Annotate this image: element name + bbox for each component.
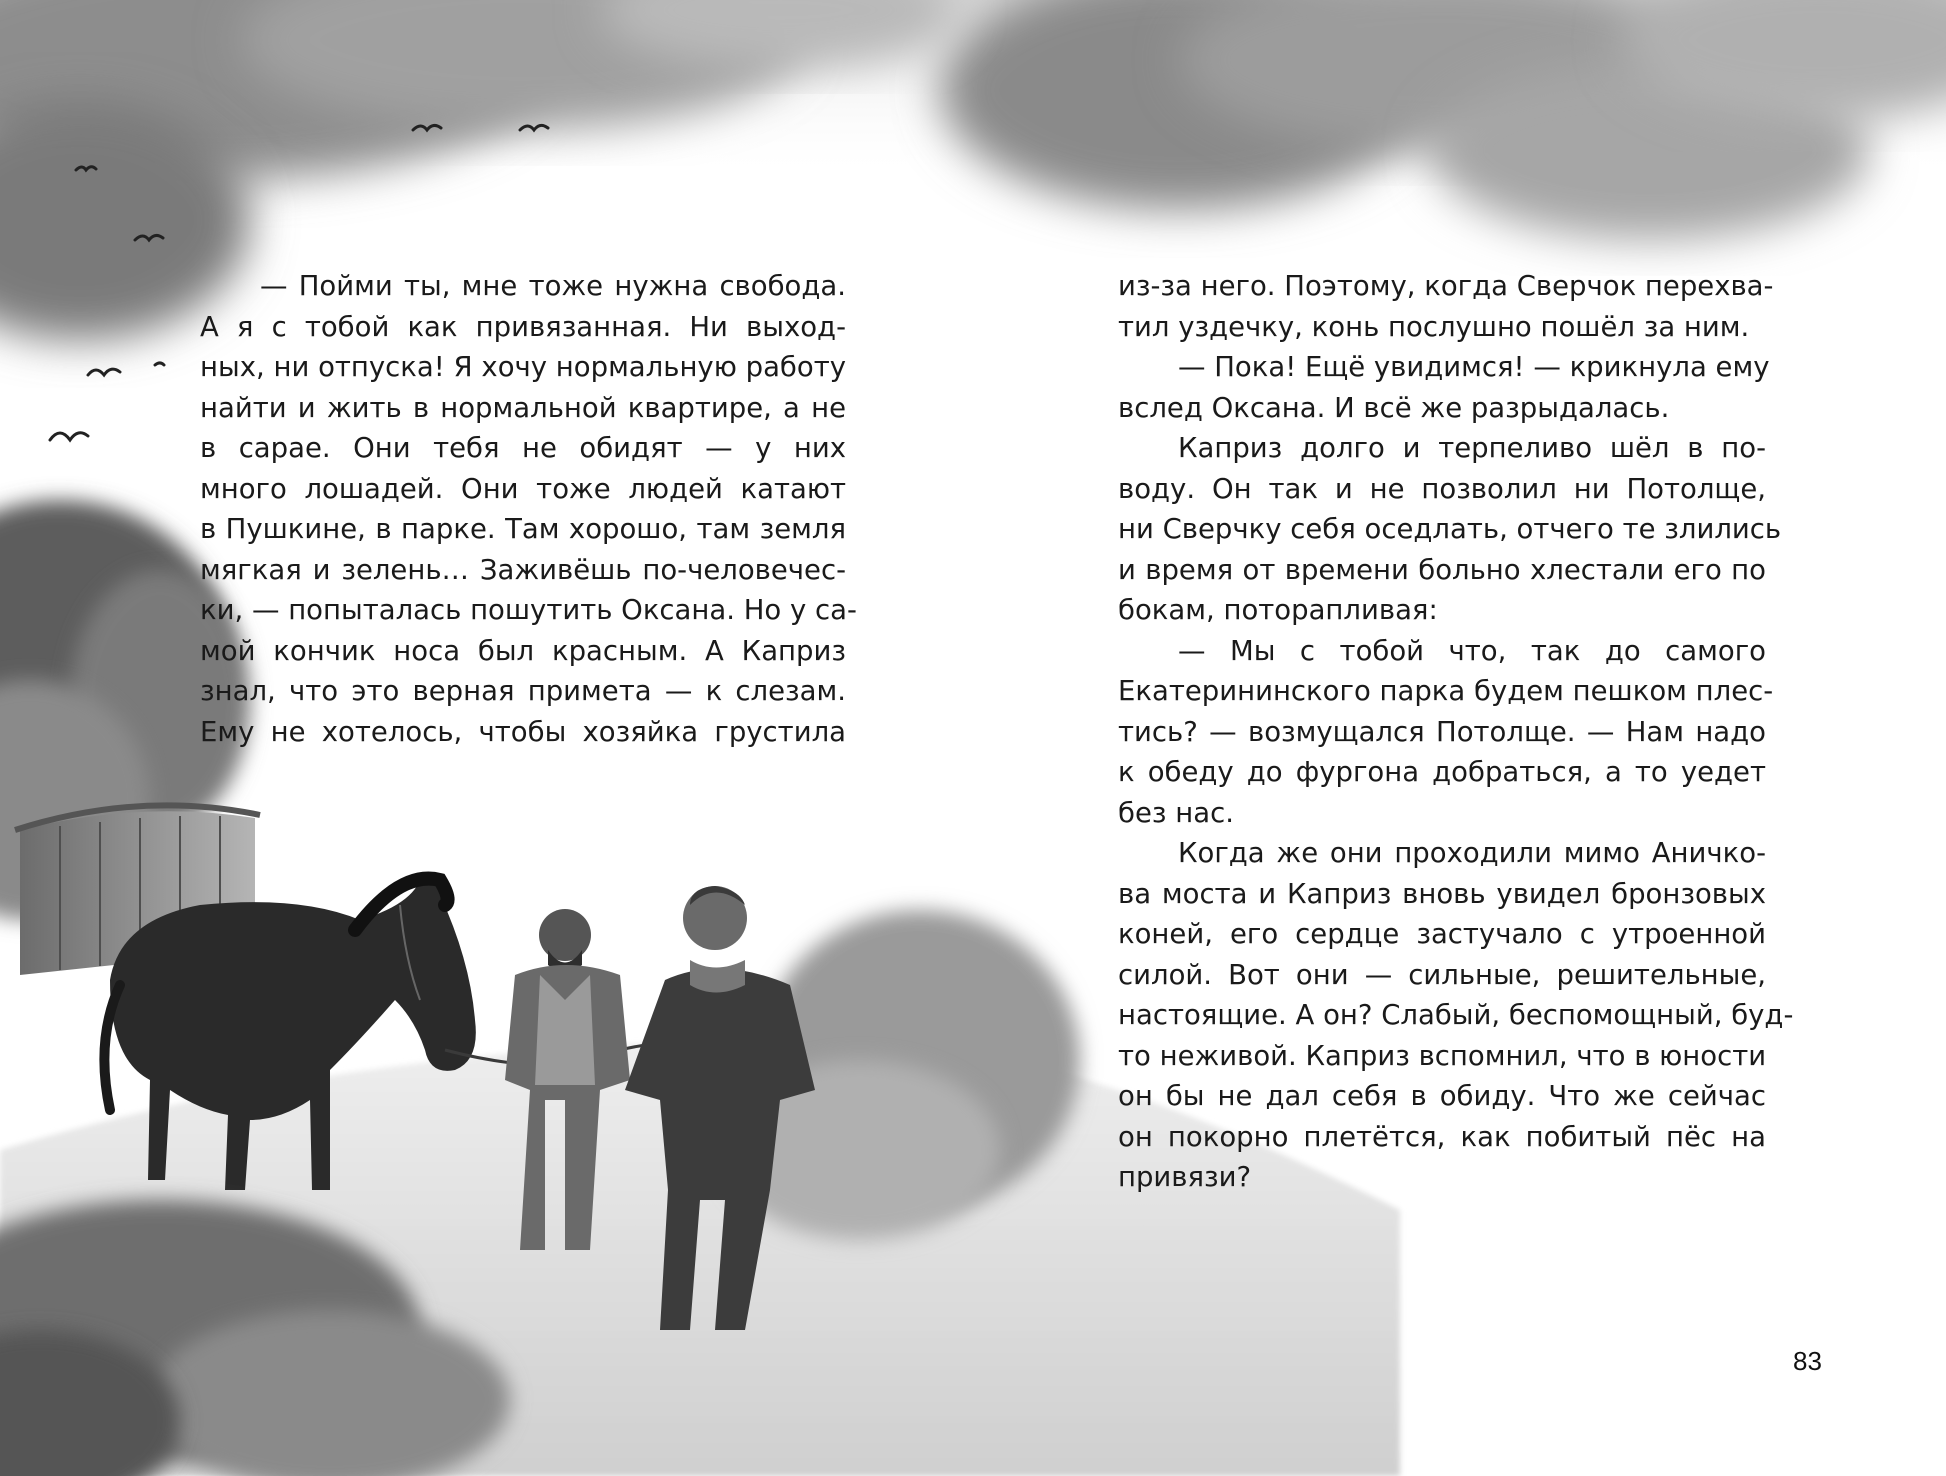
- text-line: найти и жить в нормальной квартире, а не: [200, 391, 846, 424]
- text-line: силой. Вот они — сильные, решительные,: [1118, 958, 1766, 991]
- right-page-text: [1118, 266, 1794, 1198]
- bird: [50, 433, 88, 440]
- text-line: бокам, поторапливая:: [1118, 594, 1438, 626]
- page-number: 83: [1793, 1346, 1822, 1376]
- text-line: ва моста и Каприз вновь увидел бронзовых: [1118, 877, 1766, 910]
- text-line: знал, что это верная примета — к слезам.: [200, 675, 846, 707]
- text-line: он бы не дал себя в обиду. Что же сейчас: [1118, 1080, 1766, 1112]
- text-line: — Пока! Ещё увидимся! — крикнула ему: [1178, 351, 1770, 383]
- text-line: вслед Оксана. И всё же разрыдалась.: [1118, 391, 1670, 424]
- text-line: из-за него. Поэтому, когда Сверчок перехва-: [1118, 270, 1774, 302]
- text-line: — Пойми ты, мне тоже нужна свобода.: [260, 270, 846, 302]
- left-page-text: [200, 266, 857, 752]
- text-line: — Мы с тобой что, так до самого: [1178, 634, 1766, 667]
- text-line: коней, его сердце застучало с утроенной: [1118, 918, 1766, 950]
- text-line: Екатерининского парка будем пешком плес-: [1118, 675, 1774, 707]
- text-line: в сарае. Они тебя не обидят — у них: [200, 432, 846, 464]
- text-line: он покорно плетётся, как побитый пёс на: [1118, 1120, 1766, 1153]
- text-line: к обеду до фургона добраться, а то уедет: [1118, 756, 1766, 788]
- text-line: Когда же они проходили мимо Аничко-: [1178, 837, 1766, 869]
- text-line: мягкая и зелень… Заживёшь по-человечес-: [200, 553, 846, 586]
- text-line: то неживой. Каприз вспомнил, что в юности: [1118, 1039, 1767, 1072]
- text-line: тись? — возмущался Потолще. — Нам надо: [1118, 715, 1766, 748]
- bird: [155, 363, 164, 365]
- text-line: Ему не хотелось, чтобы хозяйка грустила: [200, 715, 846, 748]
- text-line: настоящие. А он? Слабый, беспомощный, буд-: [1118, 999, 1794, 1031]
- text-line: ни Сверчку себя оседлать, отчего те злились: [1118, 513, 1782, 545]
- text-line: в Пушкине, в парке. Там хорошо, там земля: [200, 513, 846, 545]
- text-line: воду. Он так и не позволил ни Потолще,: [1118, 472, 1766, 505]
- bird: [88, 369, 120, 375]
- text-line: мой кончик носа был красным. А Каприз: [200, 634, 846, 667]
- text-line: ных, ни отпуска! Я хочу нормальную работу: [200, 351, 846, 383]
- text-line: много лошадей. Они тоже людей катают: [200, 472, 846, 505]
- text-line: Каприз долго и терпеливо шёл в по-: [1178, 432, 1766, 464]
- text-line: и время от времени больно хлестали его по: [1118, 553, 1766, 586]
- text-line: тил уздечку, конь послушно пошёл за ним.: [1118, 310, 1750, 343]
- text-line: без нас.: [1118, 796, 1234, 829]
- text-line: привязи?: [1118, 1161, 1252, 1193]
- text-line: ки, — попыталась пошутить Оксана. Но у са-: [200, 594, 857, 626]
- text-line: А я с тобой как привязанная. Ни выход-: [200, 310, 846, 343]
